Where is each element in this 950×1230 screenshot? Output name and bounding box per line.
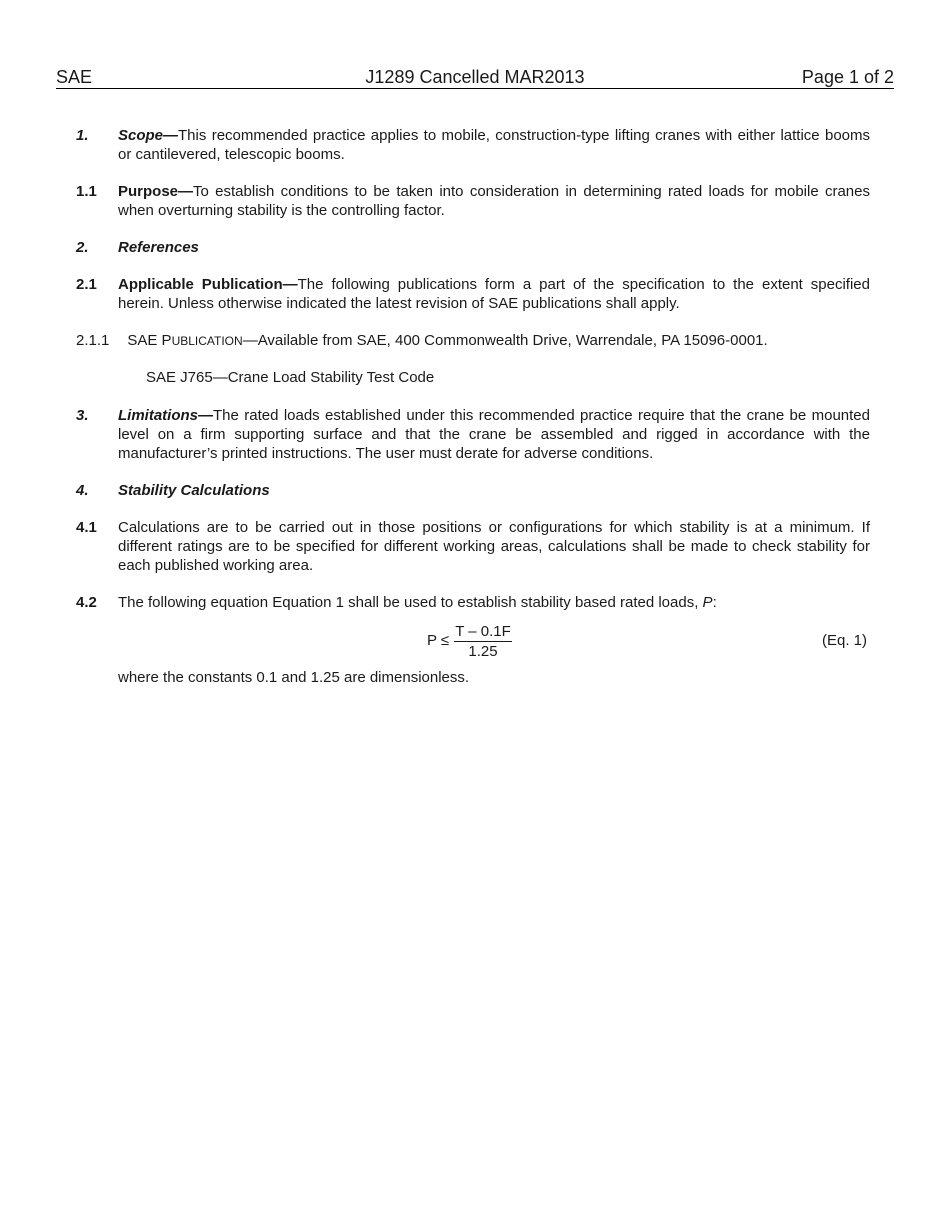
section-text: Calculations are to be carried out in those positions or configurations for which stability is at a minimum. If different ratings are to be specified for different working areas, calculations shall be made to check stability for each published working area. (118, 519, 870, 574)
section-number: 2.1 (76, 276, 97, 293)
section-title: Limitations— (118, 407, 214, 424)
header-doc-id: J1289 Cancelled MAR2013 (365, 67, 585, 87)
equation-label: (Eq. 1) (822, 632, 868, 649)
section-number: 4.1 (76, 519, 97, 536)
section-1-scope (76, 126, 870, 164)
section-4-1 (76, 518, 870, 575)
section-2-1-applicable-publication (76, 275, 870, 313)
section-text: The following publications form a part of the specification to the extent specified herein. Unless otherwise indicated the latest revision of SAE publications shall apply. (118, 276, 870, 312)
section-title: Scope— (118, 127, 179, 144)
section-2-references (76, 238, 870, 257)
variable-p: P (702, 594, 713, 611)
section-4-2 (76, 593, 870, 612)
section-text: —Available from SAE, 400 Commonwealth Drive, Warrendale, PA 15096-0001. (242, 332, 768, 349)
section-number: 4.2 (76, 594, 97, 611)
header-org: SAE (56, 67, 93, 87)
section-title: Stability Calculations (118, 482, 270, 499)
section-number: 4. (76, 482, 89, 499)
section-text-tail: : (712, 594, 717, 611)
section-text: The following equation Equation 1 shall be used to establish stability based rated loads, (118, 594, 703, 611)
page-header (56, 66, 894, 89)
section-lead-small-caps: UBLICATION (171, 334, 243, 348)
section-2-1-1-sae-publication (76, 331, 768, 351)
reference-sae-j765: SAE J765—Crane Load Stability Test Code (146, 369, 435, 386)
section-number: 2.1.1 (76, 332, 110, 349)
section-title: Applicable Publication— (118, 276, 298, 293)
equation-numerator: T – 0.1F (455, 623, 511, 640)
section-number: 1. (76, 127, 89, 144)
equation-denominator: 1.25 (468, 643, 498, 660)
section-1-1-purpose (76, 182, 870, 220)
header-page-number: Page 1 of 2 (801, 67, 894, 87)
equation-lhs: P ≤ (427, 632, 450, 649)
section-text: This recommended practice applies to mobile, construction-type lifting cranes with either lattice booms or cantilevered, telescopic booms. (118, 127, 870, 163)
section-text: To establish conditions to be taken into consideration in determining rated loads for mobile cranes when overturning stability is the controlling factor. (118, 183, 870, 219)
section-lead: SAE P (127, 332, 172, 349)
section-3-limitations (76, 406, 870, 463)
section-number: 1.1 (76, 183, 97, 200)
section-title: References (118, 239, 199, 256)
equation-fraction (454, 622, 512, 661)
section-text: The rated loads established under this recommended practice require that the crane be mounted level on a firm supporting surface and that the crane be assembled and rigged in accordance with the manufacturer’s printed instructions. The user must derate for adverse conditions. (118, 407, 870, 462)
equation-where-text: where the constants 0.1 and 1.25 are dimensionless. (118, 669, 470, 686)
section-4-stability-calculations (76, 481, 870, 500)
section-number: 3. (76, 407, 89, 424)
section-title: Purpose— (118, 183, 194, 200)
section-number: 2. (76, 239, 89, 256)
